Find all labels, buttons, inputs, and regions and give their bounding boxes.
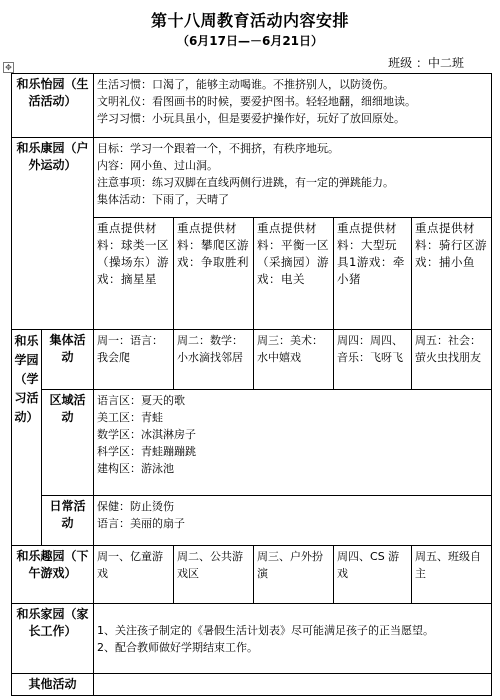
life-line: 生活习惯：口渴了，能够主动喝谁。不推挤别人，以防烫伤。 [97,78,395,91]
play-category: 和乐趣园（下午游戏） [12,546,94,604]
outdoor-focus-cell: 重点提供材料：平衡一区（采摘园）游戏：电关 [254,218,334,330]
play-day-cell: 周三、户外扮演 [254,546,334,604]
outdoor-focus-cell: 重点提供材料：大型玩具1游戏：牵小猪 [334,218,412,330]
other-row [12,674,492,696]
daily-activity-label: 日常活动 [42,496,94,546]
area-line: 建构区：游泳池 [97,462,175,475]
learning-category: 和乐学园（学习活动） [12,330,42,546]
play-day-cell: 周一、亿童游戏 [94,546,174,604]
learning-area-row [12,390,492,496]
outdoor-focus-cell: 重点提供材料：骑行区游戏：捕小鱼 [412,218,492,330]
outdoor-content [94,138,492,218]
outdoor-focus-cell: 重点提供材料：攀爬区游戏：争取胜利 [174,218,254,330]
play-day-cell: 周二、公共游戏区 [174,546,254,604]
other-category: 其他活动 [12,674,94,696]
daily-line: 语言：美丽的扇子 [97,517,186,530]
class-label: 班级 ：中二班 [388,56,464,70]
home-line: 2、配合教师做好学期结束工作。 [97,640,259,654]
date-range: （6月17日—－6月21日） [176,34,324,48]
area-line: 美工区：青蛙 [97,411,164,424]
home-content [94,604,492,674]
outdoor-line: 内容：网小鱼、过山洞。 [97,159,219,172]
life-content [94,74,492,138]
area-line: 科学区：青蛙蹦蹦跳 [97,445,197,458]
group-activity-label: 集体活动 [42,330,94,390]
life-row [12,74,492,138]
outdoor-category: 和乐康园（户外运动） [12,138,94,330]
group-day-cell: 周二：数学：小水滴找邻居 [174,330,254,390]
home-category: 和乐家园（家长工作） [12,604,94,674]
table-move-handle-icon[interactable]: ✥ [3,62,14,73]
schedule-table [11,73,492,696]
outdoor-line: 目标：学习一个跟着一个，不拥挤，有秩序地玩。 [97,142,340,155]
play-row [12,546,492,604]
group-day-cell: 周五：社会：萤火虫找朋友 [412,330,492,390]
learning-daily-row [12,496,492,546]
home-line: 1、关注孩子制定的《暑假生活计划表》尽可能满足孩子的正当愿望。 [97,623,435,637]
group-day-cell: 周三：美术：水中嬉戏 [254,330,334,390]
area-content [94,390,492,496]
life-category: 和乐怡园（生活活动） [12,74,94,138]
group-day-cell: 周四：周四、音乐：飞呀飞 [334,330,412,390]
outdoor-line: 集体活动：下雨了，天晴了 [97,193,230,206]
area-activity-label: 区域活动 [42,390,94,496]
outdoor-focus-cell: 重点提供材料：球类一区（操场东）游戏：摘星星 [94,218,174,330]
outdoor-line: 注意事项：练习双脚在直线两侧行进跳，有一定的弹跳能力。 [97,176,395,189]
daily-line: 保健：防止烫伤 [97,500,175,513]
daily-content [94,496,492,546]
group-day-cell: 周一：语言：我会爬 [94,330,174,390]
life-line: 学习习惯：小玩具虽小，但是要爱护操作好，玩好了放回原处。 [97,112,406,125]
play-day-cell: 周四、CS 游戏 [334,546,412,604]
home-row [12,604,492,674]
area-line: 语言区：夏天的歌 [97,394,186,407]
other-content [94,674,492,696]
learning-group-row [12,330,492,390]
outdoor-row [12,138,492,218]
play-day-cell: 周五、班级自主 [412,546,492,604]
life-line: 文明礼仪：看图画书的时候，要爱护图书。轻轻地翻，细细地读。 [97,95,417,108]
area-line: 数学区：冰淇淋房子 [97,428,197,441]
page-title: 第十八周教育活动内容安排 [150,11,349,30]
